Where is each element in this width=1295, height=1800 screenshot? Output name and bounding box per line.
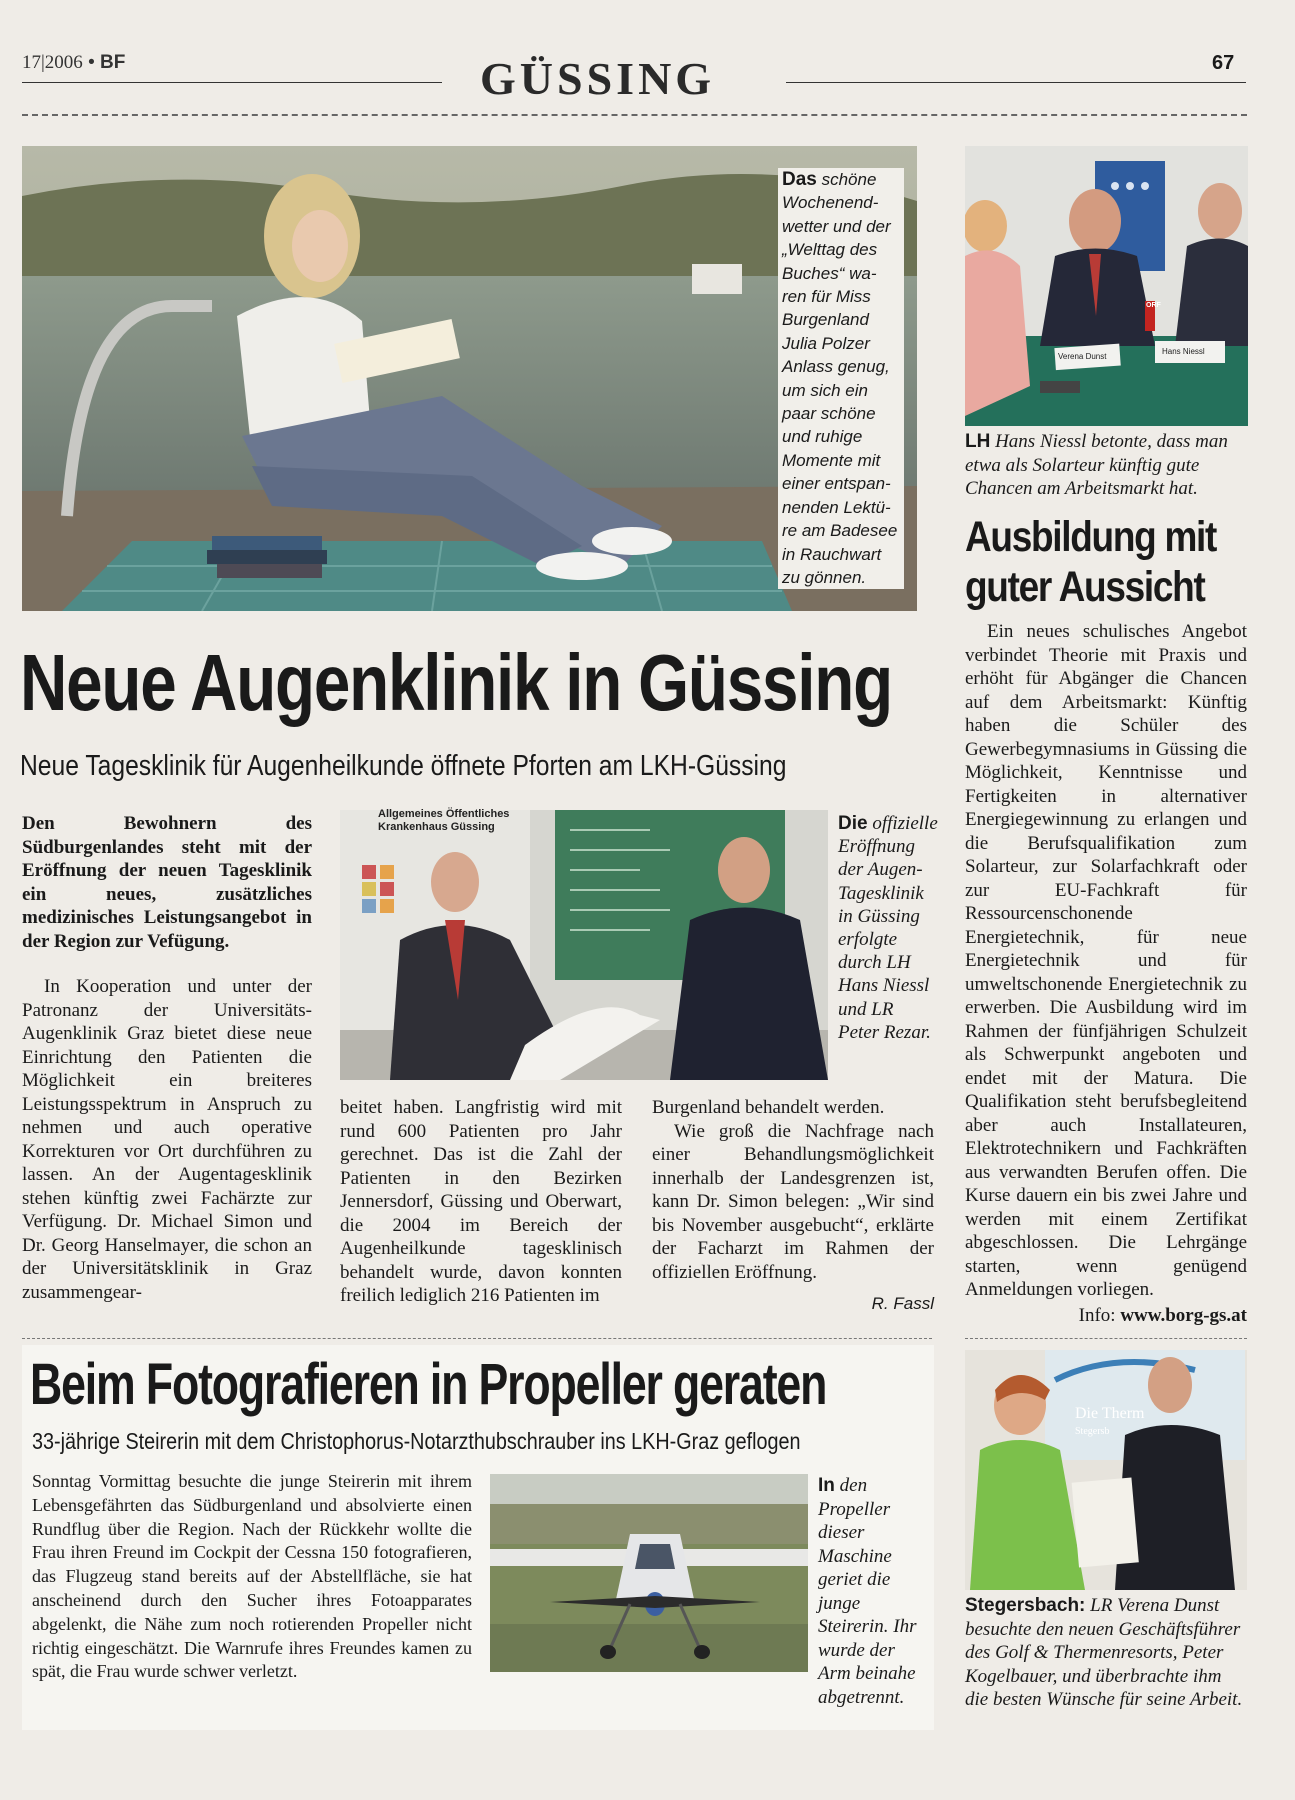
right-info [965, 1304, 1247, 1328]
name-plate-2: Hans Niessl [1162, 347, 1205, 356]
main-col1 [22, 975, 312, 1312]
main-col3-p1: Burgenland behandelt werden. [652, 1097, 885, 1118]
stegersbach-sign-line2: Stegersb [1075, 1426, 1110, 1437]
main-col3-p2: Wie groß die Nachfrage nach einer Behandlungsmöglichkeit innerhalb der Landesgrenzen ist, kann Dr. Simon belegen: „Wir sind bis November ausgebucht“, erklärte der Facharzt im Rahmen der offiziellen Eröffnung. [652, 1120, 934, 1283]
mic-label: ORF [1146, 302, 1161, 309]
stegersbach-caption-text: LR Verena Dunst besuchte den neuen Geschäftsführer des Golf & Thermenresorts, Peter Kogelbauer, und überbrachte ihm die besten Wünsche für seine Arbeit. [965, 1595, 1243, 1710]
header-dashed-divider [22, 114, 1247, 116]
header-rule-left [22, 82, 442, 83]
main-intro: Den Bewohnern des Südburgenlandes steht mit der Eröffnung der neuen Tagesklinik ein neues, zusätzliches medizinisches Leistungsangebot in der Region zur Vefügung. [22, 813, 312, 952]
press-conference-photo [965, 146, 1248, 426]
header-rule-right [786, 82, 1246, 83]
right-info-url: www.borg-gs.at [1120, 1304, 1247, 1326]
ceremony-photo [340, 810, 828, 1080]
main-headline: Neue Augenklinik in Güssing [20, 638, 892, 727]
issue-number: 17|2006 [22, 52, 83, 73]
cessna-caption-lead: In [818, 1475, 835, 1496]
press-caption-text: Hans Niessl betonte, dass man etwa als Solarteur künftig gute Chancen am Arbeitsmarkt hat. [965, 431, 1228, 499]
ceremony-photo-sign-line2: Krankenhaus Güssing [378, 821, 495, 833]
main-col1-text: In Kooperation und unter der Patronanz der Universitäts-Augenklinik Graz bietet diese neue Einrichtung den Patienten die Möglichkeit ein breiteres Leistungsspektrum in Anspruch zu nehmen und auch operative Korrekturen vor Ort durchführen zu lassen. An der Augentagesklinik stehen künftig zwei Fachärzte zur Verfügung. Dr. Michael Simon und Dr. Georg Hanselmayer, die schon an der Universitätsklinik in Graz zusammengear- [22, 976, 312, 1303]
issue-info [22, 52, 125, 74]
stegersbach-photo-image [965, 1350, 1247, 1590]
press-photo-caption [965, 430, 1248, 501]
right-info-label: Info: [1078, 1304, 1116, 1326]
main-subheadline: Neue Tagesklinik für Augenheilkunde öffnete Pforten am LKH-Güssing [20, 750, 787, 782]
right-headline: Ausbildung mit guter Aussicht [965, 513, 1217, 611]
paper-name: BF [100, 52, 126, 73]
section-title: GÜSSING [480, 53, 716, 104]
lower-divider-left [22, 1338, 932, 1339]
header-bullet: • [88, 52, 95, 73]
propeller-body: Sonntag Vormittag besuchte die junge Steirerin mit ihrem Lebensgefährten das Südburgenland und absolvierte einen Rundflug über die Region. Nach der Rückkehr wollte die Frau ihren Freund im Cockpit der Cessna 150 fotografieren, das Flugzeug stand bereits auf der Abstellfläche, sie hat anscheinend durch den Sucher ihres Fotoapparates abgelenkt, die Nähe zum noch rotierenden Propeller nicht richtig eingeschätzt. Die Warnrufe ihres Freundes kamen zu spät, die Frau wurde schwer verletzt. [32, 1471, 472, 1682]
name-plate-1: Verena Dunst [1058, 352, 1107, 361]
ceremony-photo-image [340, 810, 828, 1080]
propeller-headline: Beim Fotografieren in Propeller geraten [30, 1352, 827, 1417]
cessna-photo-image [490, 1474, 808, 1672]
ceremony-photo-caption [838, 812, 938, 1044]
stegersbach-caption-lead: Stegersbach: [965, 1595, 1086, 1616]
cessna-photo [490, 1474, 808, 1672]
ceremony-caption-lead: Die [838, 813, 868, 834]
ceremony-photo-sign-line1: Allgemeines Öffentliches [378, 808, 510, 820]
ceremony-photo-sign [378, 808, 509, 834]
press-caption-lead: LH [965, 431, 991, 452]
main-author: R. Fassl [871, 1294, 934, 1313]
stegersbach-sign-line1: Die Therm [1075, 1405, 1145, 1422]
propeller-subheadline: 33-jährige Steirerin mit dem Christophorus-Notarzthubschrauber ins LKH-Graz geflogen [32, 1428, 801, 1454]
lead-photo-caption-lead: Das [782, 169, 817, 190]
page-number: 67 [1212, 52, 1235, 74]
cessna-photo-caption [818, 1474, 923, 1709]
ceremony-caption-text: offizielle Eröffnung der Augen-Tagesklinik in Güssing erfolgte durch LH Hans Niessl und LR Peter Rezar. [838, 813, 938, 1043]
lead-photo-caption [778, 168, 904, 589]
main-col3 [652, 1096, 934, 1316]
lead-photo-caption-text: schöne Wochenend-wetter und der „Welttag des Buches“ wa-ren für Miss Burgenland Julia Polzer Anlass genug, um sich ein paar schöne und ruhige Momente mit einer entspan-nenden Lektü-re am Badesee in Rauchwart zu gönnen. [782, 170, 898, 587]
right-body [965, 620, 1247, 1327]
stegersbach-photo-sign [1075, 1405, 1144, 1441]
lower-divider-right [965, 1338, 1247, 1339]
right-body-text: Ein neues schulisches Angebot verbindet Theorie mit Praxis und erhöht für Abgänger die Chancen auf dem Arbeitsmarkt: Künftig haben die Schüler des Gewerbegymnasiums in Güssing die Möglichkeit, Kenntnisse und Fertigkeiten in alternativer Energiegewinnung zu erlangen und die Berufsqualifikation zum Solarteur, zur Solarfachkraft oder zur EU-Fachkraft für Ressourcenschonende Energietechnik, für neue Energietechnik und für umweltschonende Energietechnik zu erwerben. Die Ausbildung wird im Rahmen der fünfjährigen Schulzeit als Schwerpunkt angeboten und endet mit der Matura. Die Qualifikation steht berufsbegleitend aber auch Installateuren, Elektrotechnikern und Fachkräften aus verwandten Berufen offen. Die Kurse dauern ein bis zwei Jahre und werden mit einem Zertifikat abgeschlossen. Die Lehrgänge starten, wenn genügend Anmeldungen vorliegen. [965, 621, 1247, 1300]
stegersbach-caption [965, 1594, 1247, 1712]
main-col2 [340, 1096, 622, 1316]
press-conference-photo-image [965, 146, 1248, 426]
main-col2-text: beitet haben. Langfristig wird mit rund 600 Patienten pro Jahr gerechnet. Das ist die Zahl der Patienten in den Bezirken Jennersdorf, Güssing und Oberwart, die 2004 im Bereich der Augenheilkunde tagesklinisch behandelt wurde, davon konnten freilich lediglich 216 Patienten im [340, 1097, 622, 1306]
stegersbach-photo [965, 1350, 1247, 1590]
cessna-caption-text: den Propeller dieser Maschine geriet die junge Steirerin. Ihr wurde der Arm beinahe abgetrennt. [818, 1475, 917, 1708]
